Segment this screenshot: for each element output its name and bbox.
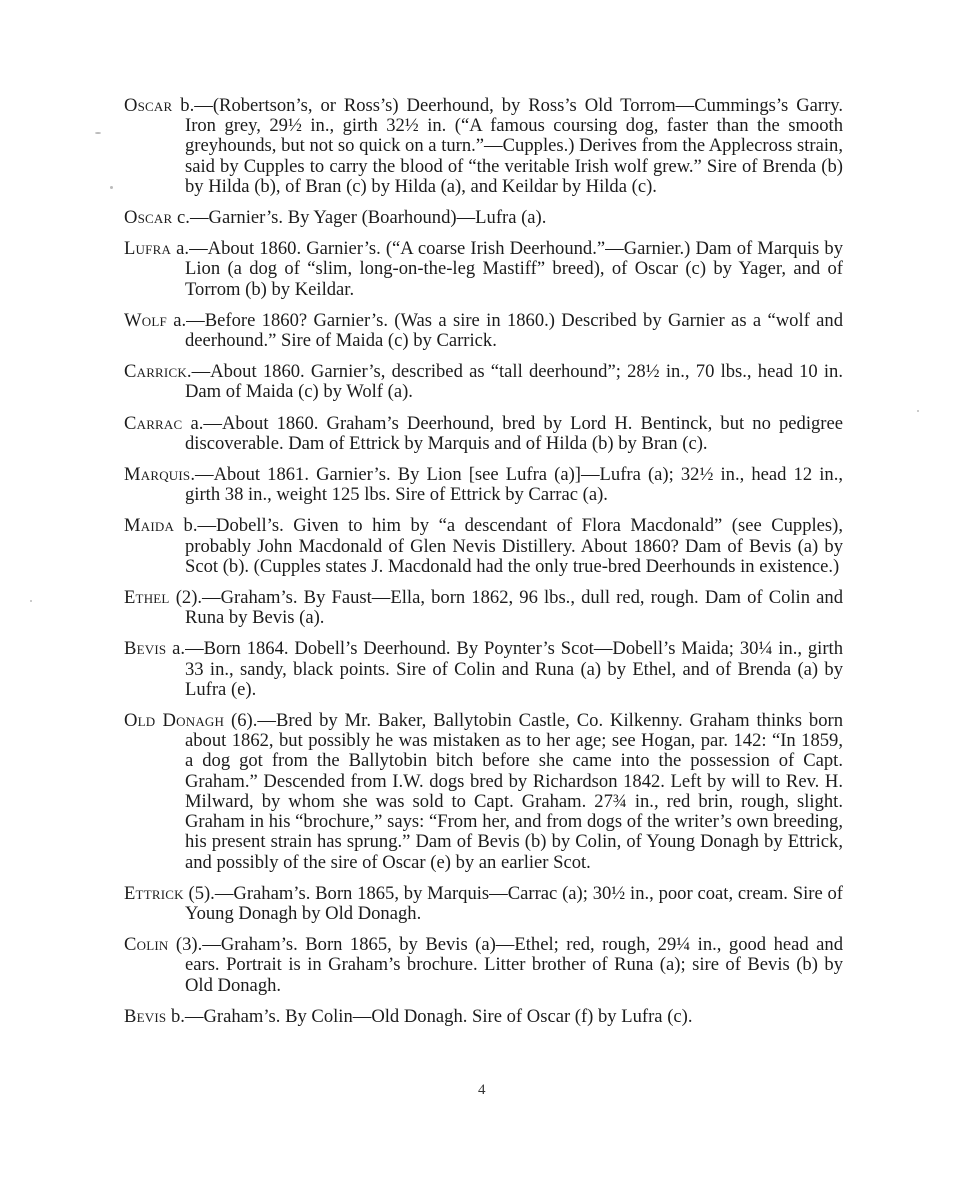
entry-name: Wolf xyxy=(124,309,167,331)
entry-name: Oscar xyxy=(124,95,173,116)
entry-text: b.—Dobell’s. Given to him by “a descendant of Flora Macdonald” (see Cupples), probably John Macdonald of Glen Nevis Distillery. About 1860? Dam of Bevis (a) by Scot (b). (Cupples states J. Macdonald had the only true-bred Deerhounds in existence.) xyxy=(174,515,843,577)
entry-name: Carrac xyxy=(124,412,183,434)
entry-text: (2).—Graham’s. By Faust—Ella, born 1862, 96 lbs., dull red, rough. Dam of Colin and Runa by Bevis (a). xyxy=(169,587,843,629)
entry-oscar-c xyxy=(124,208,843,228)
scan-speck xyxy=(30,600,32,602)
entry-text: a.—About 1860. Graham’s Deerhound, bred by Lord H. Bentinck, but no pedigree discoverable. Dam of Ettrick by Marquis and of Hilda (b) by Bran (c). xyxy=(182,412,843,454)
entry-text: b.—Graham’s. By Colin—Old Donagh. Sire of Oscar (f) by Lufra (c). xyxy=(166,1005,693,1027)
entry-name: Old Donagh xyxy=(124,710,225,732)
entry-name: Ettrick xyxy=(124,882,184,904)
entry-old-donagh xyxy=(124,711,843,873)
entry-text: c.—Garnier’s. By Yager (Boarhound)—Lufra (a). xyxy=(172,207,547,229)
entry-lufra-a xyxy=(124,239,843,300)
entry-bevis-a xyxy=(124,639,843,700)
entry-text: (3).—Graham’s. Born 1865, by Bevis (a)—Ethel; red, rough, 29¼ in., good head and ears. Portrait is in Graham’s brochure. Litter brother of Runa (a); sire of Bevis (b) by Old Donagh. xyxy=(168,934,843,996)
entry-carrick xyxy=(124,362,843,402)
scan-speck xyxy=(95,132,101,134)
entry-name: Lufra xyxy=(124,238,172,260)
entry-text: b.—(Robertson’s, or Ross’s) Deerhound, by Ross’s Old Torrom—Cummings’s Garry. Iron grey, 29½ in., girth 32½ in. (“A famous coursing dog, faster than the smooth greyhounds, but not so quick on a turn.”—Cupples.) Derives from the Applecross strain, said by Cupples to carry the blood of “the veritable Irish wolf grew.” Sire of Brenda (b) by Hilda (b), of Bran (c) by Hilda (a), and Keildar by Hilda (c). xyxy=(172,95,843,197)
entry-text: (5).—Graham’s. Born 1865, by Marquis—Carrac (a); 30½ in., poor coat, cream. Sire of Young Donagh by Old Donagh. xyxy=(183,882,843,924)
entry-bevis-b xyxy=(124,1007,843,1027)
entry-text: a.—About 1860. Garnier’s. (“A coarse Irish Deerhound.”—Garnier.) Dam of Marquis by Lion (a dog of “slim, long-on-the-leg Mastiff” breed), of Oscar (c) by Yager, and of Torrom (b) by Keildar. xyxy=(171,238,843,300)
entry-text: (6).—Bred by Mr. Baker, Ballytobin Castle, Co. Kilkenny. Graham thinks born about 1862, but possibly he was mistaken as to her age; see Hogan, par. 142: “In 1859, a dog got from the Ballytobin bitch before she came into the possession of Capt. Graham.” Descended from I.W. dogs bred by Richardson 1842. Left by will to Rev. H. Milward, by whom she was sold to Capt. Graham. 27¾ in., red brin, rough, slight. Graham in his “brochure,” says: “From her, and from dogs of the writer’s own breeding, his present strain has sprung.” Dam of Bevis (b) by Colin, of Young Donagh by Ettrick, and possibly of the sire of Oscar (e) by an earlier Scot. xyxy=(185,710,843,873)
scan-speck xyxy=(917,410,919,412)
entry-name: Marquis xyxy=(124,464,191,486)
entry-name: Oscar xyxy=(124,207,173,229)
entry-text: a.—Born 1864. Dobell’s Deerhound. By Poynter’s Scot—Dobell’s Maida; 30¼ in., girth 33 in., sandy, black points. Sire of Colin and Runa (a) by Ethel, and of Brenda (a) by Lufra (e). xyxy=(166,638,843,700)
entry-carrac-a xyxy=(124,414,843,454)
entry-ethel xyxy=(124,588,843,628)
entry-name: Colin xyxy=(124,934,169,956)
entry-name: Bevis xyxy=(124,1005,167,1027)
entry-name: Ethel xyxy=(124,587,170,609)
entry-wolf-a xyxy=(124,311,843,351)
entry-name: Bevis xyxy=(124,638,167,660)
entry-name: Carrick xyxy=(124,361,187,383)
entry-text: .—About 1860. Garnier’s, described as “tall deerhound”; 28½ in., 70 lbs., head 10 in. Dam of Maida (c) by Wolf (a). xyxy=(185,361,843,403)
entry-text: .—About 1861. Garnier’s. By Lion [see Lufra (a)]—Lufra (a); 32½ in., head 12 in., girth 38 in., weight 125 lbs. Sire of Ettrick by Carrac (a). xyxy=(185,464,843,506)
document-body xyxy=(124,96,843,1038)
entry-colin xyxy=(124,935,843,996)
entry-maida-b xyxy=(124,516,843,577)
entry-name: Maida xyxy=(124,515,175,537)
entry-text: a.—Before 1860? Garnier’s. (Was a sire in 1860.) Described by Garnier as a “wolf and deerhound.” Sire of Maida (c) by Carrick. xyxy=(166,309,843,352)
entry-oscar-b xyxy=(124,96,843,197)
scan-speck xyxy=(110,186,113,189)
page-number: 4 xyxy=(478,1082,486,1098)
entry-ettrick xyxy=(124,884,843,924)
entry-marquis xyxy=(124,465,843,505)
